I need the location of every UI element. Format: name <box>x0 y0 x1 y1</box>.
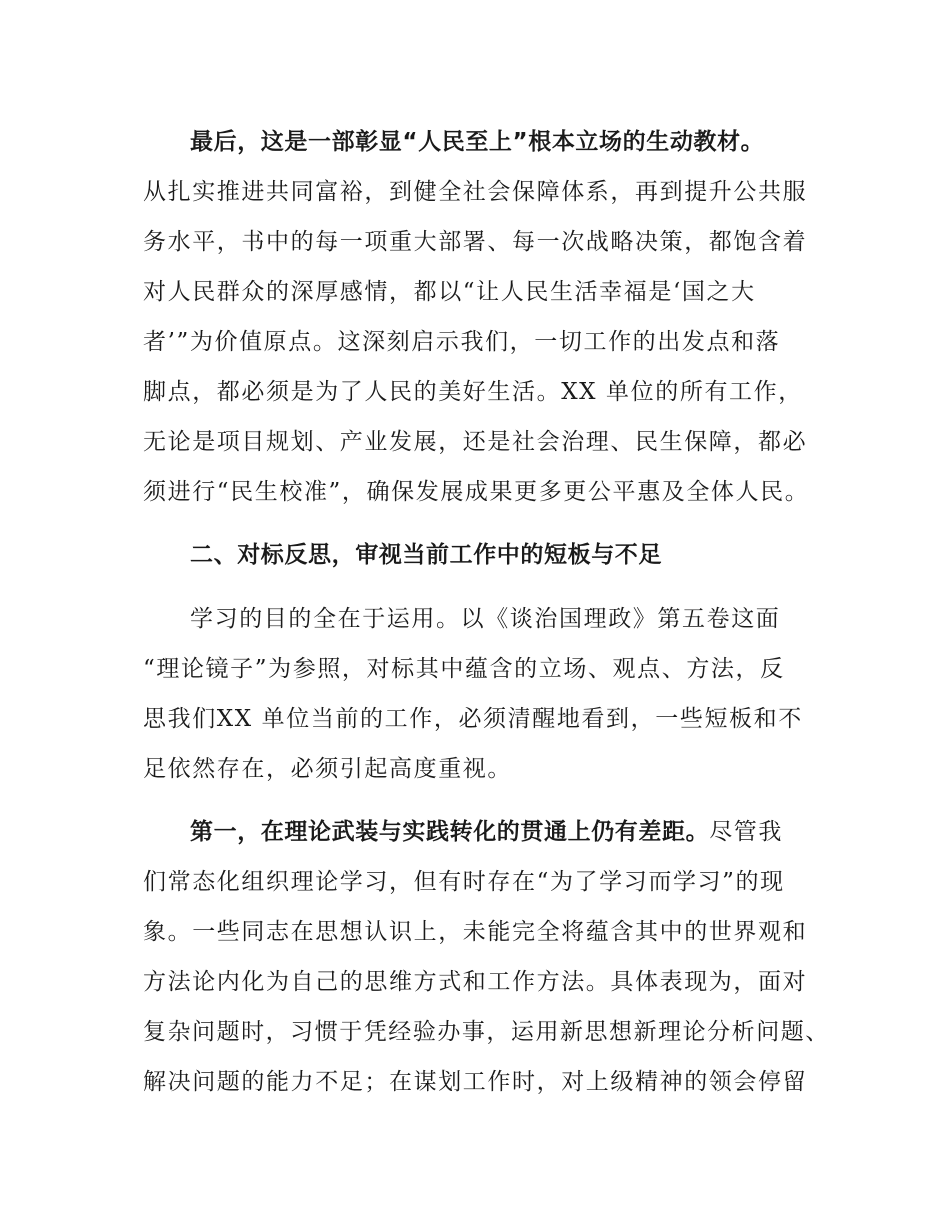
section-heading: 二、对标反思，审视当前工作中的短板与不足 <box>190 542 662 568</box>
paragraph-1-lead: 最后，这是一部彰显“人民至上”根本立场的生动教材。 <box>190 129 765 155</box>
paragraph-1-line: 对人民群众的深厚感情，都以“让人民生活幸福是‘国之大 <box>143 279 756 305</box>
paragraph-1-line: 无论是项目规划、产业发展，还是社会治理、民生保障，都必 <box>143 429 808 455</box>
paragraph-1-line: 须进行“民生校准”，确保发展成果更多更公平惠及全体人民。 <box>143 479 810 505</box>
paragraph-1-line: 从扎实推进共同富裕，到健全社会保障体系，再到提升公共服 <box>143 179 808 205</box>
paragraph-1-line: 脚点，都必须是为了人民的美好生活。XX 单位的所有工作， <box>143 379 803 405</box>
paragraph-2-line: “理论镜子”为参照，对标其中蕴含的立场、观点、方法，反 <box>143 656 785 682</box>
paragraph-1-line: 者’”为价值原点。这深刻启示我们，一切工作的出发点和落 <box>143 329 781 355</box>
paragraph-3-line: 象。一些同志在思想认识上，未能完全将蕴含其中的世界观和 <box>143 919 808 945</box>
paragraph-3-line: 们常态化组织理论学习，但有时存在“为了学习而学习”的现 <box>143 869 785 895</box>
paragraph-3-line: 方法论内化为自己的思维方式和工作方法。具体表现为，面对 <box>143 969 808 995</box>
paragraph-1-line: 务水平，书中的每一项重大部署、每一次战略决策，都饱含着 <box>143 229 808 255</box>
paragraph-3-lead-rest: 尽管我 <box>709 819 784 845</box>
paragraph-3-line: 复杂问题时，习惯于凭经验办事，运用新思想新理论分析问题、 <box>143 1019 830 1045</box>
paragraph-3-line: 解决问题的能力不足；在谋划工作时，对上级精神的领会停留 <box>143 1069 808 1095</box>
paragraph-2-line: 足依然存在，必须引起高度重视。 <box>143 756 512 782</box>
paragraph-2-line: 学习的目的全在于运用。以《谈治国理政》第五卷这面 <box>190 606 781 632</box>
paragraph-3-lead-bold: 第一，在理论武装与实践转化的贯通上仍有差距。 <box>190 819 710 845</box>
paragraph-3-lead-line <box>190 817 783 847</box>
paragraph-2-line: 思我们XX 单位当前的工作，必须清醒地看到，一些短板和不 <box>143 706 803 732</box>
